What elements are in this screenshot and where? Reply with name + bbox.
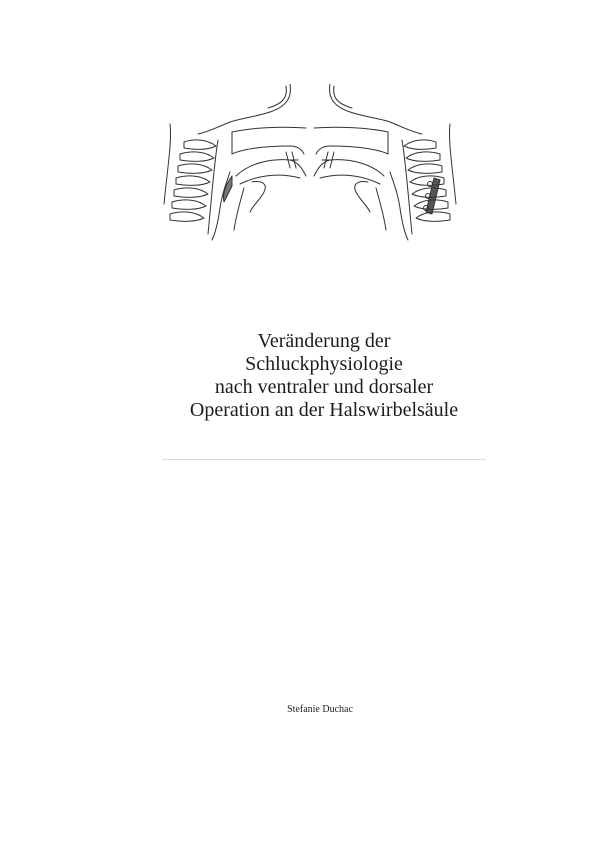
- title-line-2: Schluckphysiologie: [245, 353, 403, 375]
- title-line-1: Veränderung der: [257, 330, 391, 352]
- title-divider: [162, 459, 486, 460]
- author-name: Stefanie Duchac: [287, 704, 353, 715]
- cervical-spine-illustration: [160, 84, 460, 244]
- right-head-figure: [314, 84, 456, 240]
- document-title: [120, 330, 528, 422]
- title-line-3: nach ventraler und dorsaler: [214, 376, 434, 398]
- left-head-figure: [164, 84, 306, 240]
- title-line-4: Operation an der Halswirbelsäule: [189, 399, 459, 421]
